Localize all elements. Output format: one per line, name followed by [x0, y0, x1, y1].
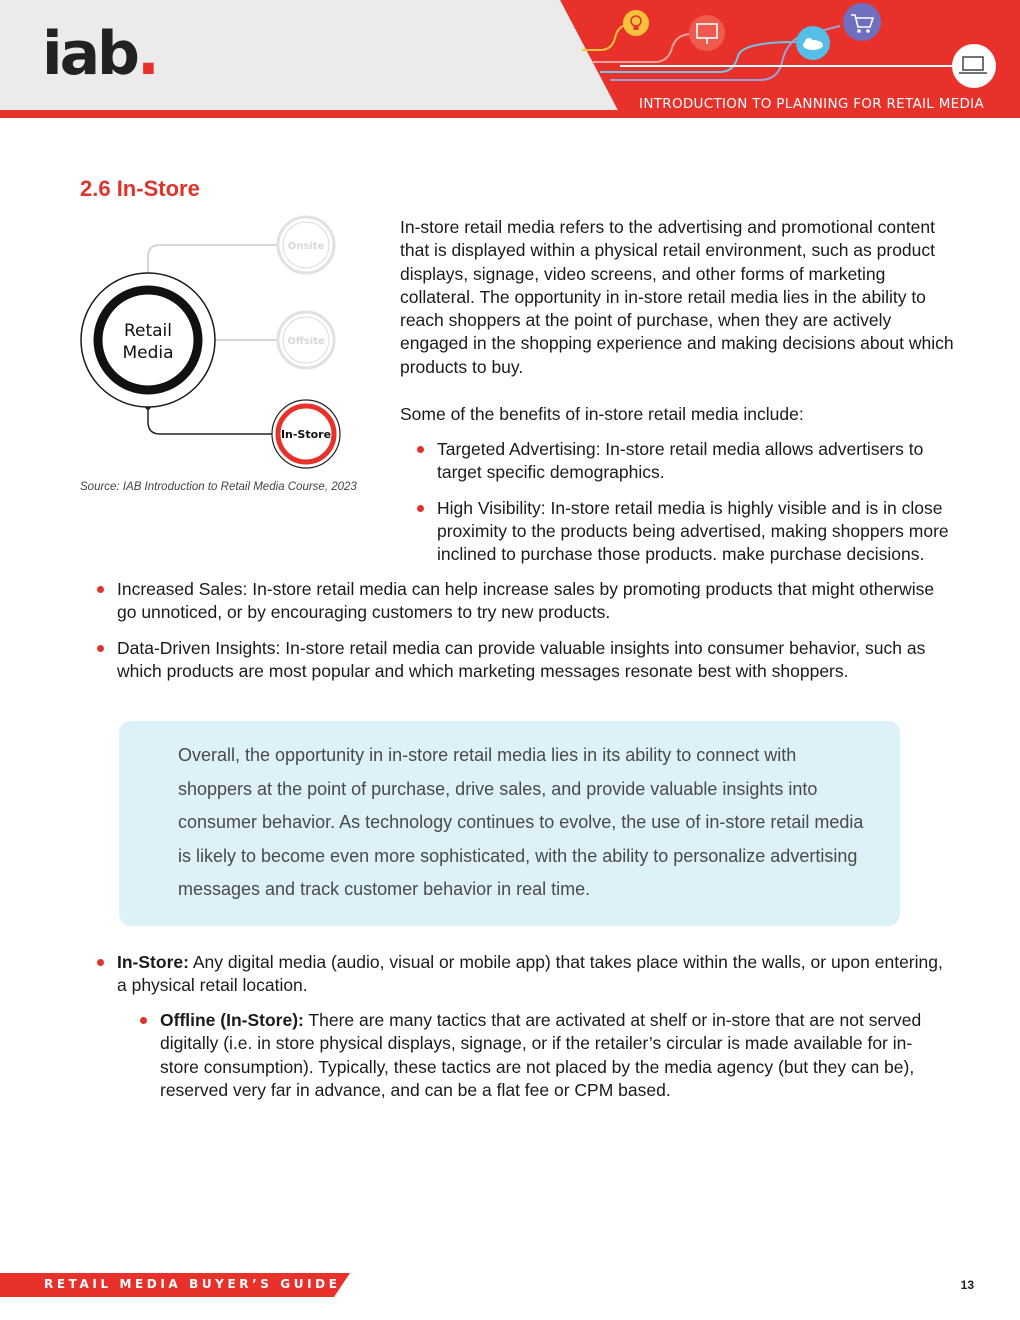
retail-media-circle [81, 273, 215, 407]
retail-media-label-2: Media [122, 343, 174, 363]
presentation-icon [689, 15, 725, 51]
definition-list [97, 951, 957, 1010]
definition-text: Any digital media (audio, visual or mobile app) that takes place within the walls, or upon entering, a physical retail location. [117, 952, 943, 996]
offsite-label: Offsite [287, 336, 325, 347]
cloud-icon [796, 26, 830, 60]
list-item: High Visibility: In-store retail media is highly visible and is in close proximity to the products being advertised, making shoppers more inclined to purchase those products. make purchase decisions. [417, 497, 957, 567]
header-title: INTRODUCTION TO PLANNING FOR RETAIL MEDIA [639, 96, 984, 112]
benefits-intro: Some of the benefits of in-store retail media include: [400, 404, 804, 424]
onsite-circle [278, 217, 334, 273]
list-item: Targeted Advertising: In-store retail media allows advertisers to target specific demographics. [417, 438, 957, 485]
sub-definition-term: Offline (In-Store): [160, 1010, 304, 1030]
onsite-connector [148, 245, 278, 274]
onsite-label: Onsite [287, 241, 325, 252]
diagram-caption: Source: IAB Introduction to Retail Media Course, 2023 [80, 481, 357, 493]
callout-text: Overall, the opportunity in in-store retail media lies in its ability to connect with shoppers at the point of purchase, drive sales, and provide valuable insights into consumer behavior. As technology continues to evolve, the use of in-store retail media is likely to become even more sophisticated, with the ability to personalize advertising messages and track customer behavior in real time. [178, 745, 864, 899]
lightbulb-icon [623, 10, 649, 36]
benefits-list-lower [97, 578, 957, 695]
page-header [0, 0, 1020, 118]
list-item [140, 1009, 950, 1102]
intro-paragraph: In-store retail media refers to the advertising and promotional content that is displayed within a physical retail environment, such as product displays, signage, video screens, and other forms of marketing collateral. The opportunity in in-store retail media lies in the ability to reach shoppers at the point of purchase, when they are actively engaged in the shopping experience and making decisions about which products to buy. [400, 217, 954, 377]
laptop-shop-icon [952, 44, 996, 88]
sub-definition-text: There are many tactics that are activated at shelf or in-store that are not served digitally (i.e. in store physical displays, signage, or if the retailer’s circular is made available for in-store consumption). Typically, these tactics are not placed by the media agency (but they can be), reserved very far in advance, and can be a flat fee or CPM based. [160, 1010, 922, 1100]
cart-icon [843, 3, 881, 41]
iab-logo: iab. [42, 19, 157, 89]
definition-term: In-Store: [117, 952, 189, 972]
footer-guide-title: RETAIL MEDIA BUYER’S GUIDE [44, 1277, 341, 1291]
list-item: Increased Sales: In-store retail media can help increase sales by promoting products that might otherwise go unnoticed, or by encouraging customers to try new products. [97, 578, 957, 625]
retail-media-label-1: Retail [123, 321, 173, 341]
benefits-list-upper [417, 438, 957, 578]
callout-box [119, 721, 900, 926]
page-number: 13 [960, 1278, 974, 1292]
section-title: 2.6 In-Store [80, 176, 200, 201]
retail-media-diagram [80, 212, 350, 477]
sub-definition-list [140, 1009, 950, 1114]
instore-connector [148, 407, 272, 434]
instore-circle [272, 400, 340, 468]
list-item [97, 951, 957, 998]
offsite-circle [278, 312, 334, 368]
list-item: Data-Driven Insights: In-store retail media can provide valuable insights into consumer behavior, such as which products are most popular and which marketing messages resonate best with shoppers. [97, 637, 957, 684]
instore-label: In-Store [280, 428, 332, 441]
